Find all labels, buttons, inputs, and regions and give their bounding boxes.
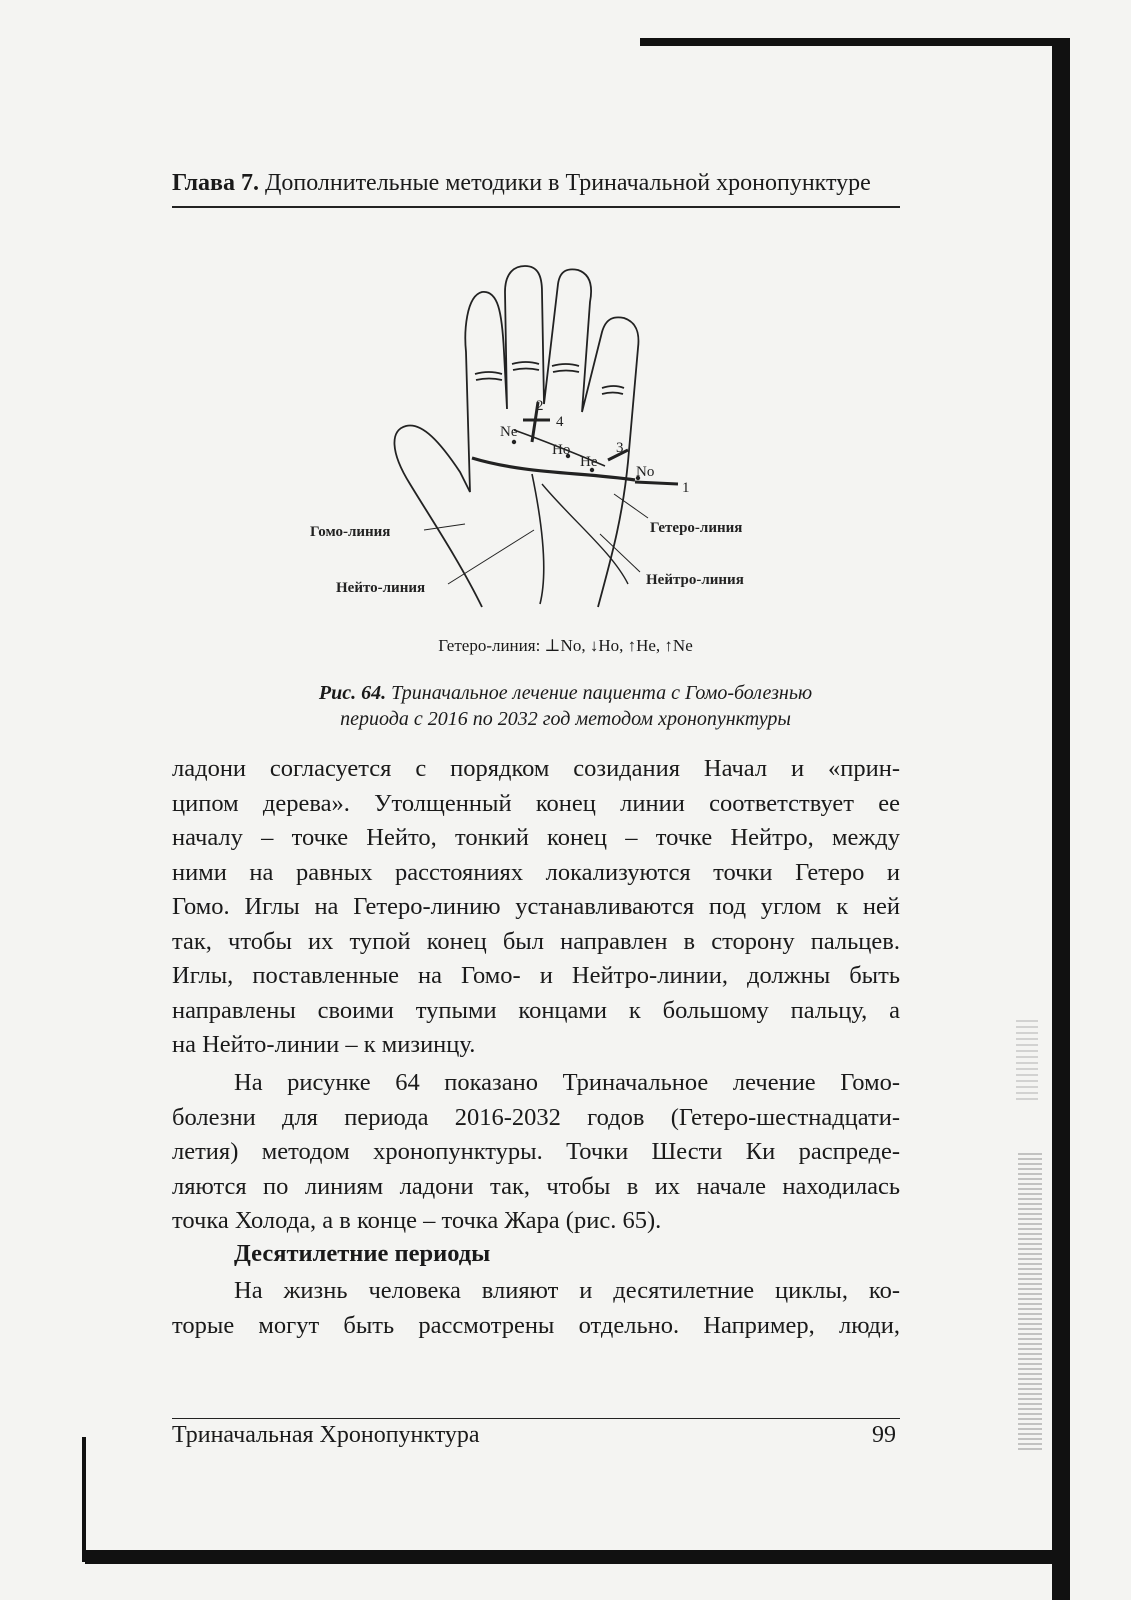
- running-header: [172, 170, 900, 197]
- finger-crease: [552, 364, 579, 372]
- chapter-title: Дополнительные методики в Триначальной хронопунктуре: [265, 170, 871, 196]
- footer-title: Триначальная Хронопунктура: [172, 1422, 480, 1448]
- text-line: направлены своими тупыми концами к большому пальцу, а: [172, 996, 900, 1024]
- label-no: No: [636, 464, 655, 480]
- page-number: 99: [872, 1422, 896, 1448]
- text-line: началу – точке Нейто, тонкий конец – точке Нейтро, между: [172, 824, 900, 851]
- text-line: Иглы, поставленные на Гомо- и Нейтро-линии, должны быть: [172, 962, 900, 989]
- text-line: болезни для периода 2016-2032 годов (Гетеро-шестнадцати-: [172, 1103, 900, 1131]
- label-3: 3: [616, 440, 624, 456]
- label-ho: Ho: [552, 442, 571, 458]
- paragraph-2: [172, 1066, 900, 1239]
- label-ne: Ne: [500, 424, 518, 440]
- paragraph-3: [172, 1274, 900, 1343]
- text-line: торые могут быть рассмотрены отдельно. Например, люди,: [172, 1311, 900, 1339]
- label-1: 1: [682, 480, 690, 496]
- text-line: ними на равных расстояниях локализуются точки Гетеро и: [172, 858, 900, 886]
- text-line: ладони согласуется с порядком созидания Начал и «прин-: [172, 755, 900, 782]
- section-heading: Десятилетние периоды: [234, 1240, 491, 1267]
- figure-caption: [210, 680, 921, 732]
- paragraph-1: [172, 752, 900, 1063]
- text-line: на Нейто-линии – к мизинцу.: [172, 1031, 476, 1058]
- caption-label: Рис. 64.: [318, 682, 387, 704]
- leader-hetero: [614, 494, 648, 518]
- text-line: летия) методом хронопунктуры. Точки Шести Ки распреде-: [172, 1138, 900, 1165]
- finger-crease: [475, 372, 502, 380]
- label-4: 4: [556, 414, 564, 430]
- finger-crease: [602, 386, 624, 394]
- leader-neito: [448, 530, 534, 584]
- finger-crease: [512, 362, 539, 370]
- scan-noise: [1018, 1150, 1042, 1450]
- figure-formula: Гетеро-линия: ⊥No, ↓Ho, ↑He, ↑Ne: [438, 636, 693, 655]
- label-homo-line: Гомо-линия: [310, 524, 391, 540]
- text-line: Гомо. Иглы на Гетеро-линию устанавливаются под углом к ней: [172, 893, 900, 920]
- neitro-line: [542, 484, 628, 584]
- text-line: ципом дерева». Утолщенный конец линии соответствует ее: [172, 789, 900, 817]
- text-line: ляются по линиям ладони так, чтобы в их начале находилась: [172, 1172, 900, 1200]
- neito-line: [532, 474, 544, 604]
- needle-1: [635, 482, 678, 484]
- header-rule: [172, 206, 900, 208]
- hetero-line: [472, 458, 635, 480]
- scan-edge-top: [640, 38, 1070, 46]
- label-neito-line: Нейто-линия: [336, 580, 426, 596]
- chapter-label: Глава 7.: [172, 170, 259, 196]
- label-he: He: [580, 454, 598, 470]
- scan-edge-right: [1052, 40, 1070, 1600]
- caption-line2: периода с 2016 по 2032 год методом хронопунктуры: [340, 708, 791, 730]
- label-hetero-line: Гетеро-линия: [650, 520, 743, 536]
- label-neitro-line: Нейтро-линия: [646, 572, 744, 588]
- text-line: точка Холода, а в конце – точка Жара (рис. 65).: [172, 1207, 662, 1234]
- text-line: На рисунке 64 показано Триначальное лечение Гомо-: [234, 1069, 900, 1096]
- footer-rule: [172, 1418, 900, 1419]
- scan-noise: [1016, 1020, 1038, 1100]
- text-line: так, чтобы их тупой конец был направлен в сторону пальцев.: [172, 927, 900, 955]
- scan-edge-left: [82, 1437, 86, 1562]
- label-2: 2: [536, 398, 544, 414]
- text-line: На жизнь человека влияют и десятилетние циклы, ко-: [234, 1277, 900, 1304]
- palm-figure: [310, 262, 810, 672]
- caption-line1: Триначальное лечение пациента с Гомо-болезнью: [391, 682, 813, 704]
- leader-homo: [424, 524, 465, 530]
- scan-edge-bottom: [85, 1550, 1070, 1564]
